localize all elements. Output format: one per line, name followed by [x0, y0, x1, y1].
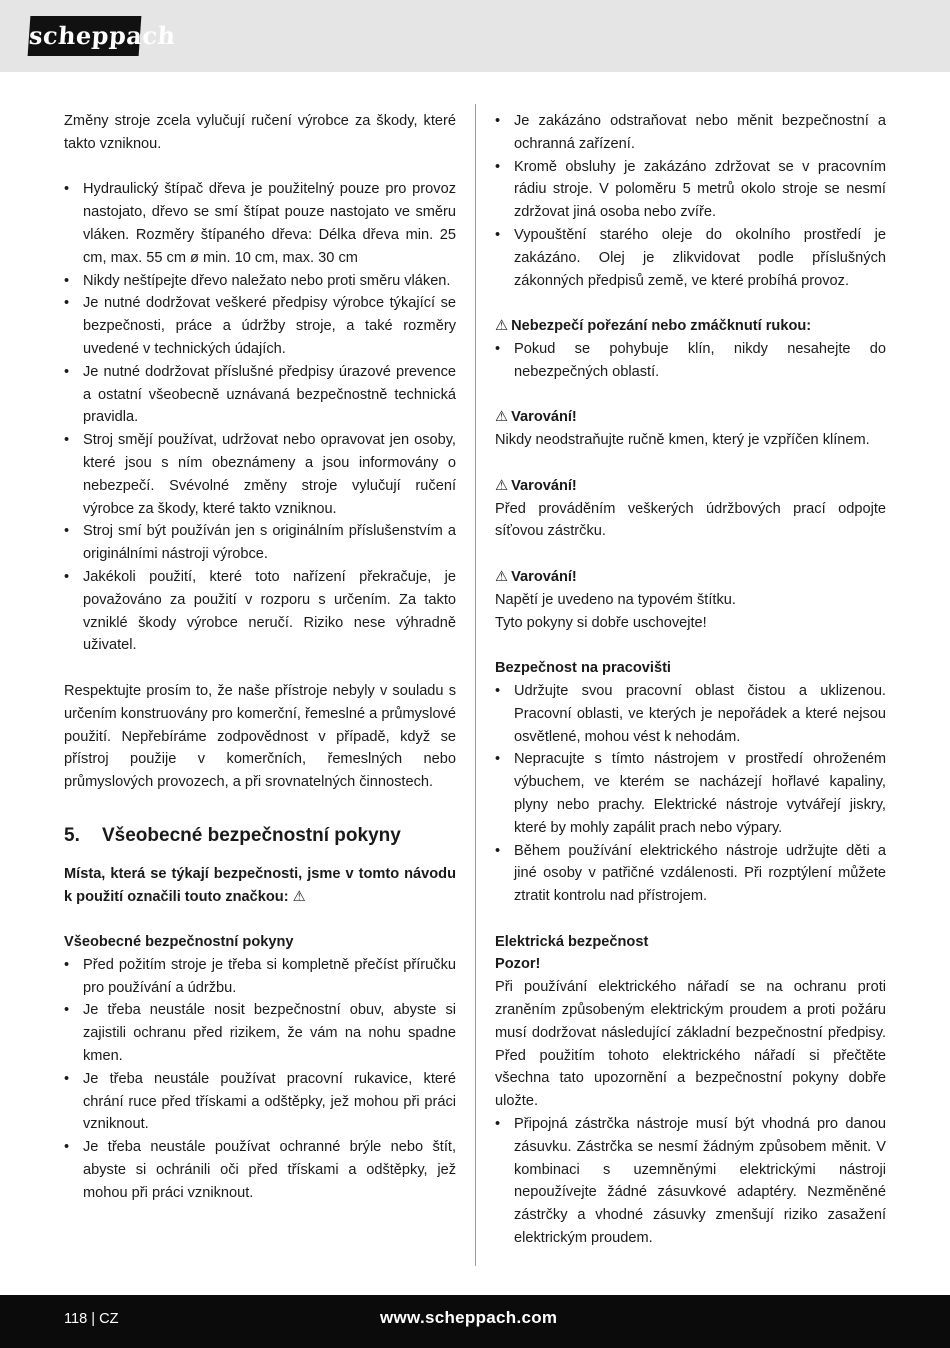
- section-heading: [64, 823, 456, 849]
- electrical-list: [495, 1113, 886, 1250]
- list-item: • Jakékoli použití, které toto nařízení překračuje, je považováno za použití v rozporu s určením. Za takto vzniklé škody výrobce neručí. Riziko nese výhradně uživatel.: [64, 566, 456, 657]
- prohibitions-list: [495, 110, 886, 292]
- warning-triangle-icon: ⚠: [495, 318, 509, 335]
- warning-triangle-icon: ⚠: [495, 477, 509, 494]
- list-item: • Během používání elektrického nástroje udržujte děti a jiné osoby v patřičné vzdálenosti. Při rozptýlení můžete ztratit kontrolu nad přístrojem.: [495, 840, 886, 908]
- scheppach-logo: scheppach: [28, 16, 142, 56]
- marked-note: Místa, která se týkají bezpečnosti, jsme v tomto návodu k použití označili touto značkou: ⚠: [64, 865, 456, 905]
- list-item: • Stroj smějí používat, udržovat nebo opravovat jen osoby, které jsou s ním obeznámeny a jsou informovány o nebezpečí. Svévolné změny stroje vylučují ručení výrobce za škody, které takto vzniknou.: [64, 429, 456, 520]
- language-code: CZ: [99, 1311, 119, 1327]
- hand-warning-heading: ⚠ Nebezpečí pořezání nebo zmáčknutí rukou:: [495, 318, 812, 335]
- right-column: [495, 110, 886, 1250]
- list-item: • Kromě obsluhy je zakázáno zdržovat se v pracovním rádiu stroje. V poloměru 5 metrů okolo stroje se nesmí zdržovat jiná osoba nebo zvíře.: [495, 156, 886, 224]
- workplace-heading: Bezpečnost na pracovišti: [495, 660, 671, 677]
- electrical-paragraph: Při používání elektrického nářadí se na ochranu proti zraněním způsobeným elektrickým proudem a proti požáru musí dodržovat následující základní bezpečnostní předpisy. Před použitím tohoto elektrického nářadí si přečtěte všechna tato upozornění a bezpečnostní pokyny dobře uložte.: [495, 979, 886, 1110]
- commercial-use-paragraph: Respektujte prosím to, že naše přístroje nebyly v souladu s určením konstruovány pro komerční, řemeslné a průmyslové použití. Nepřebíráme zodpovědnost v případě, když se přístroj použije v komerčních, řemeslných nebo průmyslových provozech, a při srovnatelných činnostech.: [64, 682, 456, 791]
- website-link[interactable]: www.scheppach.com: [380, 1308, 558, 1327]
- sub-heading: Všeobecné bezpečnostní pokyny: [64, 934, 294, 951]
- warning-heading: ⚠ Varování!: [495, 568, 577, 585]
- footer-bar: [0, 1295, 950, 1348]
- attention-label: Pozor!: [495, 956, 541, 973]
- electrical-heading: Elektrická bezpečnost: [495, 933, 649, 950]
- list-item: • Je třeba neustále používat ochranné brýle nebo štít, abyste si ochránili oči před třískami a odštěpky, jež mohou při práci vzniknout.: [64, 1136, 456, 1204]
- page-number: 118: [64, 1311, 88, 1327]
- list-item: • Nikdy neštípejte dřevo naležato nebo proti směru vláken.: [64, 270, 456, 293]
- intro-paragraph: Změny stroje zcela vylučují ručení výrobce za škody, které takto vzniknou.: [64, 113, 456, 152]
- left-column: [64, 110, 456, 1205]
- section-number: 5.: [64, 824, 80, 846]
- warning-triangle-icon: ⚠: [495, 568, 509, 585]
- page-separator: |: [91, 1311, 96, 1327]
- list-item: • Hydraulický štípač dřeva je použitelný pouze pro provoz nastojato, dřevo se smí štípat pouze nastojato ve směru vláken. Rozměry štípaného dřeva: Délka dřeva min. 25 cm, max. 55 cm ø min. 10 cm, max. 30 cm: [64, 178, 456, 269]
- list-item: • Připojná zástrčka nástroje musí být vhodná pro danou zásuvku. Zástrčka se nesmí žádným způsobem měnit. V kombinaci s uzemněnými elektrickými nástroji nepoužívejte žádné zásuvkové adaptéry. Nezměněné zástrčky a vhodné zásuvky zmenšují riziko zasažení elektrickým proudem.: [495, 1113, 886, 1250]
- warning-triangle-icon: ⚠: [292, 888, 306, 905]
- warning-text: Tyto pokyny si dobře uschovejte!: [495, 614, 707, 631]
- header-bar: [0, 0, 950, 72]
- warning-text: Nikdy neodstraňujte ručně kmen, který je vzpříčen klínem.: [495, 432, 870, 449]
- page-indicator: [64, 1311, 119, 1327]
- warning-text: Napětí je uvedeno na typovém štítku.: [495, 591, 736, 608]
- warning-triangle-icon: ⚠: [495, 409, 509, 426]
- section-title: Všeobecné bezpečnostní pokyny: [102, 824, 401, 846]
- list-item: • Je třeba neustále používat pracovní rukavice, které chrání ruce před třískami a odštěpky, jež mohou při práci vzniknout.: [64, 1068, 456, 1136]
- warning-heading: ⚠ Varování!: [495, 409, 577, 426]
- general-safety-list: [64, 954, 456, 1205]
- list-item: • Před požitím stroje je třeba si kompletně přečíst příručku pro používání a údržbu.: [64, 954, 456, 1000]
- list-item: • Vypouštění starého oleje do okolního prostředí je zakázáno. Olej je zlikvidovat podle příslušných zákonných předpisů země, ve které probíhá provoz.: [495, 224, 886, 292]
- list-item: • Pokud se pohybuje klín, nikdy nesahejte do nebezpečných oblastí.: [495, 338, 886, 384]
- list-item: • Nepracujte s tímto nástrojem v prostředí ohroženém výbuchem, ve kterém se nacházejí hořlavé kapaliny, plyny nebo prachy. Elektrické nástroje vytvářejí jiskry, které by mohly zapálit prach nebo výpary.: [495, 748, 886, 839]
- list-item: • Stroj smí být používán jen s originálním příslušenstvím a originálními nástroji výrobce.: [64, 520, 456, 566]
- list-item: • Udržujte svou pracovní oblast čistou a uklizenou. Pracovní oblasti, ve kterých je nepořádek a které nejsou osvětlené, mohou vést k nehodám.: [495, 680, 886, 748]
- list-item: • Je nutné dodržovat příslušné předpisy úrazové prevence a ostatní všeobecně uznávaná bezpečnostně technická pravidla.: [64, 361, 456, 429]
- list-item: • Je nutné dodržovat veškeré předpisy výrobce týkající se bezpečnosti, práce a údržby stroje, a také rozměry uvedené v technických údajích.: [64, 292, 456, 360]
- hand-warning-list: [495, 338, 886, 384]
- warning-heading: ⚠ Varování!: [495, 477, 577, 494]
- column-divider: [475, 104, 476, 1266]
- workplace-list: [495, 680, 886, 908]
- list-item: • Je třeba neustále nosit bezpečnostní obuv, abyste si zajistili ochranu před rizikem, že vám na nohu spadne kmen.: [64, 999, 456, 1067]
- warning-text: Před prováděním veškerých údržbových prací odpojte síťovou zástrčku.: [495, 500, 886, 540]
- list-item: • Je zakázáno odstraňovat nebo měnit bezpečnostní a ochranná zařízení.: [495, 110, 886, 156]
- usage-rules-list: [64, 178, 456, 657]
